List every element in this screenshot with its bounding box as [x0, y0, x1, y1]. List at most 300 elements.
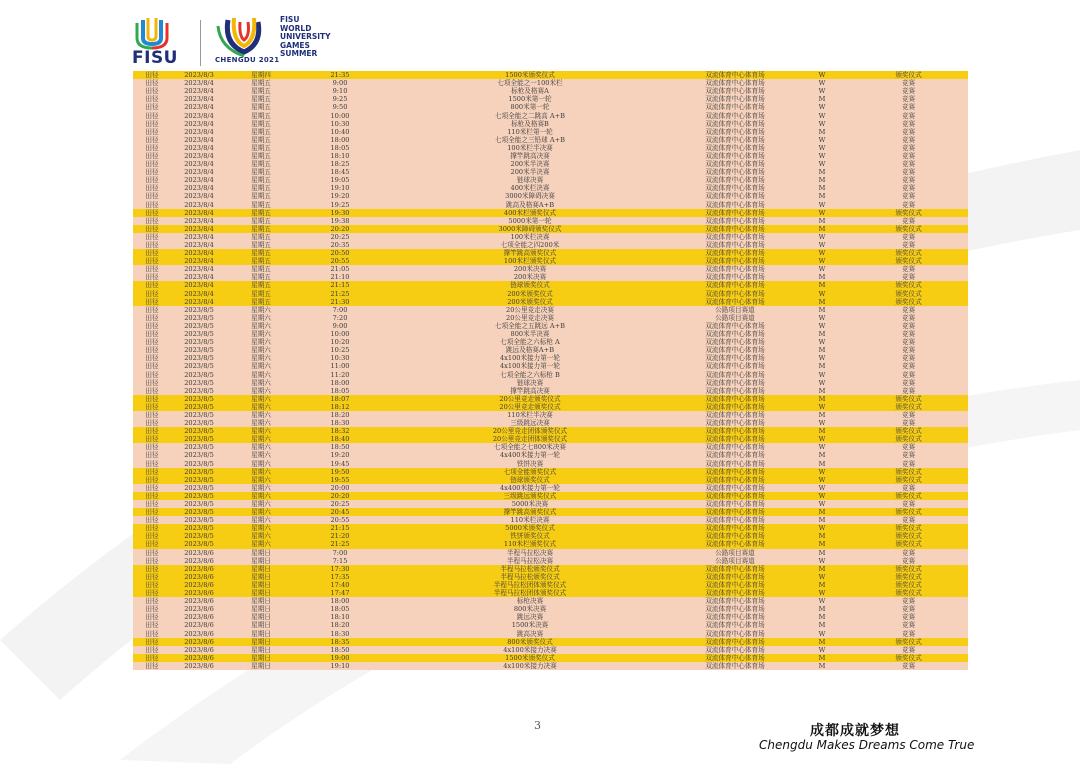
table-row: [133, 484, 968, 492]
cell-type: 竞赛: [849, 451, 968, 459]
cell-event: 20公里竞走决赛: [385, 306, 675, 314]
cell-time: 20:35: [295, 241, 385, 249]
cell-event: 三级跳远颁奖仪式: [385, 492, 675, 500]
cell-event: 1500米颁奖仪式: [385, 654, 675, 662]
cell-weekday: 星期日: [227, 654, 295, 662]
cell-venue: 双流体育中心体育场: [675, 176, 795, 184]
cell-type: 竞赛: [849, 662, 968, 670]
table-row: [133, 557, 968, 565]
cell-gender: W: [795, 233, 849, 241]
cell-event: 200米半决赛: [385, 168, 675, 176]
cell-event: 1500米颁奖仪式: [385, 71, 675, 79]
cell-sport: 田径: [133, 152, 171, 160]
cell-event: 跳远及格赛A+B: [385, 346, 675, 354]
cell-type: 竞赛: [849, 387, 968, 395]
cell-gender: M: [795, 362, 849, 370]
cell-sport: 田径: [133, 549, 171, 557]
cell-weekday: 星期五: [227, 111, 295, 119]
cell-weekday: 星期六: [227, 435, 295, 443]
cell-weekday: 星期六: [227, 500, 295, 508]
cell-date: 2023/8/5: [171, 306, 227, 314]
cell-date: 2023/8/6: [171, 597, 227, 605]
cell-sport: 田径: [133, 249, 171, 257]
cell-gender: M: [795, 549, 849, 557]
table-row: [133, 621, 968, 629]
cell-gender: W: [795, 370, 849, 378]
fisu-logo-text: FISU: [132, 48, 178, 68]
cell-date: 2023/8/5: [171, 354, 227, 362]
cell-type: 竞赛: [849, 217, 968, 225]
cell-time: 20:55: [295, 257, 385, 265]
cell-sport: 田径: [133, 508, 171, 516]
cell-sport: 田径: [133, 589, 171, 597]
cell-date: 2023/8/4: [171, 241, 227, 249]
cell-type: 竞赛: [849, 152, 968, 160]
table-row: [133, 419, 968, 427]
cell-gender: W: [795, 468, 849, 476]
cell-event: 3000米障碍决赛: [385, 192, 675, 200]
cell-date: 2023/8/4: [171, 152, 227, 160]
cell-sport: 田径: [133, 403, 171, 411]
table-row: [133, 330, 968, 338]
cell-sport: 田径: [133, 540, 171, 548]
cell-event: 七项全能之三铅球 A+B: [385, 136, 675, 144]
cell-venue: 双流体育中心体育场: [675, 136, 795, 144]
cell-type: 颁奖仪式: [849, 435, 968, 443]
cell-date: 2023/8/5: [171, 508, 227, 516]
cell-gender: W: [795, 403, 849, 411]
cell-time: 11:00: [295, 362, 385, 370]
cell-time: 19:25: [295, 201, 385, 209]
cell-event: 撑竿跳高颁奖仪式: [385, 508, 675, 516]
cell-sport: 田径: [133, 225, 171, 233]
cell-gender: M: [795, 460, 849, 468]
cell-event: 20公里竞走颁奖仪式: [385, 395, 675, 403]
cell-date: 2023/8/3: [171, 71, 227, 79]
cell-time: 19:55: [295, 476, 385, 484]
cell-time: 17:35: [295, 573, 385, 581]
cell-event: 20公里竞走团体颁奖仪式: [385, 427, 675, 435]
wordmark-line: SUMMER: [280, 49, 318, 58]
cell-type: 颁奖仪式: [849, 540, 968, 548]
cell-venue: 双流体育中心体育场: [675, 362, 795, 370]
cell-sport: 田径: [133, 281, 171, 289]
cell-date: 2023/8/6: [171, 573, 227, 581]
cell-sport: 田径: [133, 176, 171, 184]
cell-venue: 双流体育中心体育场: [675, 646, 795, 654]
cell-gender: W: [795, 573, 849, 581]
cell-date: 2023/8/5: [171, 395, 227, 403]
cell-event: 200米半决赛: [385, 160, 675, 168]
cell-venue: 双流体育中心体育场: [675, 257, 795, 265]
cell-sport: 田径: [133, 476, 171, 484]
cell-venue: 双流体育中心体育场: [675, 581, 795, 589]
table-row: [133, 403, 968, 411]
cell-weekday: 星期六: [227, 314, 295, 322]
cell-time: 20:45: [295, 508, 385, 516]
cell-sport: 田径: [133, 354, 171, 362]
cell-sport: 田径: [133, 241, 171, 249]
cell-date: 2023/8/4: [171, 111, 227, 119]
cell-weekday: 星期日: [227, 621, 295, 629]
cell-sport: 田径: [133, 613, 171, 621]
cell-event: 七项全能之七800米决赛: [385, 443, 675, 451]
cell-date: 2023/8/4: [171, 95, 227, 103]
cell-type: 竞赛: [849, 160, 968, 168]
cell-date: 2023/8/4: [171, 273, 227, 281]
cell-time: 17:30: [295, 565, 385, 573]
cell-weekday: 星期五: [227, 201, 295, 209]
cell-sport: 田径: [133, 492, 171, 500]
cell-event: 标枪及格赛A: [385, 87, 675, 95]
cell-gender: W: [795, 103, 849, 111]
cell-weekday: 星期日: [227, 549, 295, 557]
table-row: [133, 500, 968, 508]
cell-venue: 双流体育中心体育场: [675, 330, 795, 338]
cell-time: 10:30: [295, 354, 385, 362]
cell-date: 2023/8/6: [171, 613, 227, 621]
cell-sport: 田径: [133, 379, 171, 387]
cell-gender: M: [795, 395, 849, 403]
cell-sport: 田径: [133, 346, 171, 354]
cell-event: 链球颁奖仪式: [385, 281, 675, 289]
cell-type: 颁奖仪式: [849, 225, 968, 233]
cell-gender: M: [795, 613, 849, 621]
cell-venue: 双流体育中心体育场: [675, 508, 795, 516]
table-row: [133, 613, 968, 621]
cell-weekday: 星期六: [227, 370, 295, 378]
cell-type: 竞赛: [849, 597, 968, 605]
cell-weekday: 星期六: [227, 508, 295, 516]
cell-date: 2023/8/5: [171, 346, 227, 354]
cell-time: 18:30: [295, 419, 385, 427]
cell-gender: M: [795, 427, 849, 435]
cell-venue: 双流体育中心体育场: [675, 621, 795, 629]
cell-type: 竞赛: [849, 241, 968, 249]
cell-sport: 田径: [133, 144, 171, 152]
cell-sport: 田径: [133, 120, 171, 128]
cell-weekday: 星期五: [227, 144, 295, 152]
cell-date: 2023/8/5: [171, 379, 227, 387]
cell-venue: 双流体育中心体育场: [675, 613, 795, 621]
cell-date: 2023/8/4: [171, 136, 227, 144]
cell-time: 18:10: [295, 613, 385, 621]
cell-sport: 田径: [133, 111, 171, 119]
cell-gender: W: [795, 354, 849, 362]
cell-weekday: 星期五: [227, 95, 295, 103]
cell-time: 19:10: [295, 184, 385, 192]
cell-type: 颁奖仪式: [849, 468, 968, 476]
cell-date: 2023/8/5: [171, 500, 227, 508]
cell-weekday: 星期五: [227, 192, 295, 200]
table-row: [133, 306, 968, 314]
cell-weekday: 星期日: [227, 613, 295, 621]
cell-gender: M: [795, 621, 849, 629]
cell-time: 7:00: [295, 306, 385, 314]
cell-venue: 双流体育中心体育场: [675, 524, 795, 532]
table-row: [133, 476, 968, 484]
cell-gender: M: [795, 654, 849, 662]
cell-weekday: 星期六: [227, 322, 295, 330]
cell-event: 400米栏决赛: [385, 184, 675, 192]
cell-event: 4x100米接力决赛: [385, 662, 675, 670]
cell-event: 半程马拉松团体颁奖仪式: [385, 589, 675, 597]
cell-type: 竞赛: [849, 338, 968, 346]
cell-event: 标枪决赛: [385, 597, 675, 605]
cell-event: 链球颁奖仪式: [385, 476, 675, 484]
cell-sport: 田径: [133, 192, 171, 200]
cell-time: 7:00: [295, 549, 385, 557]
cell-weekday: 星期日: [227, 573, 295, 581]
cell-sport: 田径: [133, 330, 171, 338]
cell-date: 2023/8/5: [171, 419, 227, 427]
cell-date: 2023/8/5: [171, 443, 227, 451]
cell-gender: W: [795, 136, 849, 144]
cell-gender: M: [795, 581, 849, 589]
cell-gender: W: [795, 314, 849, 322]
cell-venue: 双流体育中心体育场: [675, 95, 795, 103]
cell-weekday: 星期五: [227, 281, 295, 289]
table-row: [133, 524, 968, 532]
cell-time: 21:20: [295, 532, 385, 540]
cell-sport: 田径: [133, 597, 171, 605]
cell-gender: W: [795, 111, 849, 119]
cell-sport: 田径: [133, 460, 171, 468]
cell-weekday: 星期日: [227, 581, 295, 589]
page-number: 3: [534, 719, 541, 732]
cell-sport: 田径: [133, 387, 171, 395]
cell-sport: 田径: [133, 217, 171, 225]
cell-type: 颁奖仪式: [849, 71, 968, 79]
cell-event: 七项全能之四200米: [385, 241, 675, 249]
schedule-table-body: [133, 71, 968, 670]
cell-venue: 双流体育中心体育场: [675, 184, 795, 192]
cell-date: 2023/8/4: [171, 298, 227, 306]
cell-sport: 田径: [133, 95, 171, 103]
cell-time: 10:00: [295, 111, 385, 119]
cell-type: 竞赛: [849, 273, 968, 281]
cell-time: 19:20: [295, 192, 385, 200]
cell-type: 竞赛: [849, 516, 968, 524]
cell-venue: 双流体育中心体育场: [675, 103, 795, 111]
cell-type: 竞赛: [849, 201, 968, 209]
wordmark-line: GAMES: [280, 40, 310, 50]
cell-type: 竞赛: [849, 87, 968, 95]
cell-venue: 双流体育中心体育场: [675, 209, 795, 217]
cell-event: 5000米颁奖仪式: [385, 524, 675, 532]
cell-venue: 双流体育中心体育场: [675, 573, 795, 581]
table-row: [133, 565, 968, 573]
cell-weekday: 星期日: [227, 638, 295, 646]
cell-time: 18:45: [295, 168, 385, 176]
cell-type: 颁奖仪式: [849, 524, 968, 532]
cell-weekday: 星期五: [227, 136, 295, 144]
cell-weekday: 星期五: [227, 241, 295, 249]
cell-time: 18:05: [295, 605, 385, 613]
table-row: [133, 144, 968, 152]
cell-date: 2023/8/5: [171, 468, 227, 476]
cell-weekday: 星期六: [227, 524, 295, 532]
cell-venue: 双流体育中心体育场: [675, 540, 795, 548]
cell-time: 19:38: [295, 217, 385, 225]
cell-event: 20公里竞走决赛: [385, 314, 675, 322]
cell-time: 20:55: [295, 516, 385, 524]
cell-date: 2023/8/4: [171, 225, 227, 233]
cell-date: 2023/8/5: [171, 338, 227, 346]
cell-event: 200米颁奖仪式: [385, 290, 675, 298]
cell-time: 19:30: [295, 209, 385, 217]
cell-time: 9:10: [295, 87, 385, 95]
cell-sport: 田径: [133, 435, 171, 443]
cell-type: 竞赛: [849, 184, 968, 192]
cell-date: 2023/8/4: [171, 217, 227, 225]
cell-sport: 田径: [133, 524, 171, 532]
cell-type: 竞赛: [849, 192, 968, 200]
cell-weekday: 星期六: [227, 306, 295, 314]
cell-gender: W: [795, 338, 849, 346]
cell-date: 2023/8/4: [171, 201, 227, 209]
cell-event: 200米决赛: [385, 273, 675, 281]
cell-gender: W: [795, 265, 849, 273]
cell-time: 18:30: [295, 629, 385, 637]
table-row: [133, 597, 968, 605]
cell-type: 颁奖仪式: [849, 573, 968, 581]
cell-time: 21:30: [295, 298, 385, 306]
cell-event: 110米栏颁奖仪式: [385, 540, 675, 548]
table-row: [133, 468, 968, 476]
cell-weekday: 星期五: [227, 233, 295, 241]
cell-sport: 田径: [133, 654, 171, 662]
cell-gender: M: [795, 95, 849, 103]
cell-type: 颁奖仪式: [849, 508, 968, 516]
cell-sport: 田径: [133, 419, 171, 427]
cell-sport: 田径: [133, 532, 171, 540]
cell-time: 7:15: [295, 557, 385, 565]
cell-venue: 双流体育中心体育场: [675, 370, 795, 378]
cell-type: 竞赛: [849, 443, 968, 451]
cell-weekday: 星期日: [227, 589, 295, 597]
cell-event: 半程马拉松颁奖仪式: [385, 565, 675, 573]
table-row: [133, 265, 968, 273]
cell-type: 颁奖仪式: [849, 654, 968, 662]
cell-date: 2023/8/4: [171, 144, 227, 152]
cell-time: 17:47: [295, 589, 385, 597]
cell-venue: 双流体育中心体育场: [675, 654, 795, 662]
table-row: [133, 120, 968, 128]
cell-weekday: 星期五: [227, 257, 295, 265]
cell-weekday: 星期五: [227, 79, 295, 87]
cell-gender: M: [795, 411, 849, 419]
cell-weekday: 星期五: [227, 298, 295, 306]
cell-weekday: 星期六: [227, 443, 295, 451]
cell-time: 19:20: [295, 451, 385, 459]
cell-sport: 田径: [133, 565, 171, 573]
table-row: [133, 646, 968, 654]
cell-type: 竞赛: [849, 460, 968, 468]
table-row: [133, 168, 968, 176]
cell-venue: 双流体育中心体育场: [675, 152, 795, 160]
cell-venue: 双流体育中心体育场: [675, 168, 795, 176]
cell-weekday: 星期五: [227, 265, 295, 273]
cell-date: 2023/8/5: [171, 524, 227, 532]
cell-gender: M: [795, 451, 849, 459]
cell-sport: 田径: [133, 71, 171, 79]
table-row: [133, 581, 968, 589]
cell-date: 2023/8/6: [171, 565, 227, 573]
cell-venue: 双流体育中心体育场: [675, 249, 795, 257]
cell-date: 2023/8/4: [171, 79, 227, 87]
table-row: [133, 354, 968, 362]
cell-time: 21:10: [295, 273, 385, 281]
cell-time: 18:25: [295, 160, 385, 168]
wordmark-line: FISU: [280, 15, 300, 24]
cell-time: 18:10: [295, 152, 385, 160]
cell-type: 竞赛: [849, 144, 968, 152]
cell-date: 2023/8/4: [171, 160, 227, 168]
cell-time: 10:20: [295, 338, 385, 346]
cell-type: 颁奖仪式: [849, 281, 968, 289]
chengdu-2021-text: CHENGDU 2021: [215, 56, 280, 64]
cell-time: 20:25: [295, 500, 385, 508]
cell-venue: 双流体育中心体育场: [675, 629, 795, 637]
cell-gender: W: [795, 241, 849, 249]
cell-sport: 田径: [133, 168, 171, 176]
cell-type: 竞赛: [849, 111, 968, 119]
cell-gender: M: [795, 516, 849, 524]
cell-event: 4x400米接力第一轮: [385, 484, 675, 492]
cell-gender: W: [795, 557, 849, 565]
table-row: [133, 128, 968, 136]
cell-weekday: 星期六: [227, 516, 295, 524]
cell-date: 2023/8/4: [171, 128, 227, 136]
cell-time: 21:15: [295, 524, 385, 532]
cell-weekday: 星期日: [227, 565, 295, 573]
cell-weekday: 星期六: [227, 532, 295, 540]
cell-type: 竞赛: [849, 557, 968, 565]
cell-venue: 双流体育中心体育场: [675, 233, 795, 241]
cell-type: 竞赛: [849, 322, 968, 330]
cell-gender: W: [795, 443, 849, 451]
cell-gender: M: [795, 638, 849, 646]
table-row: [133, 71, 968, 79]
cell-venue: 双流体育中心体育场: [675, 273, 795, 281]
cell-venue: 双流体育中心体育场: [675, 427, 795, 435]
cell-date: 2023/8/4: [171, 249, 227, 257]
cell-date: 2023/8/5: [171, 427, 227, 435]
cell-type: 竞赛: [849, 314, 968, 322]
cell-sport: 田径: [133, 621, 171, 629]
cell-gender: M: [795, 662, 849, 670]
cell-sport: 田径: [133, 395, 171, 403]
cell-event: 跳高决赛: [385, 629, 675, 637]
cell-weekday: 星期六: [227, 354, 295, 362]
table-row: [133, 460, 968, 468]
cell-venue: 双流体育中心体育场: [675, 217, 795, 225]
cell-venue: 双流体育中心体育场: [675, 71, 795, 79]
table-row: [133, 508, 968, 516]
cell-gender: W: [795, 597, 849, 605]
cell-type: 颁奖仪式: [849, 298, 968, 306]
cell-gender: W: [795, 500, 849, 508]
cell-sport: 田径: [133, 257, 171, 265]
cell-gender: W: [795, 589, 849, 597]
cell-date: 2023/8/4: [171, 209, 227, 217]
cell-sport: 田径: [133, 662, 171, 670]
cell-event: 400米栏颁奖仪式: [385, 209, 675, 217]
cell-venue: 双流体育中心体育场: [675, 201, 795, 209]
cell-sport: 田径: [133, 411, 171, 419]
cell-sport: 田径: [133, 298, 171, 306]
